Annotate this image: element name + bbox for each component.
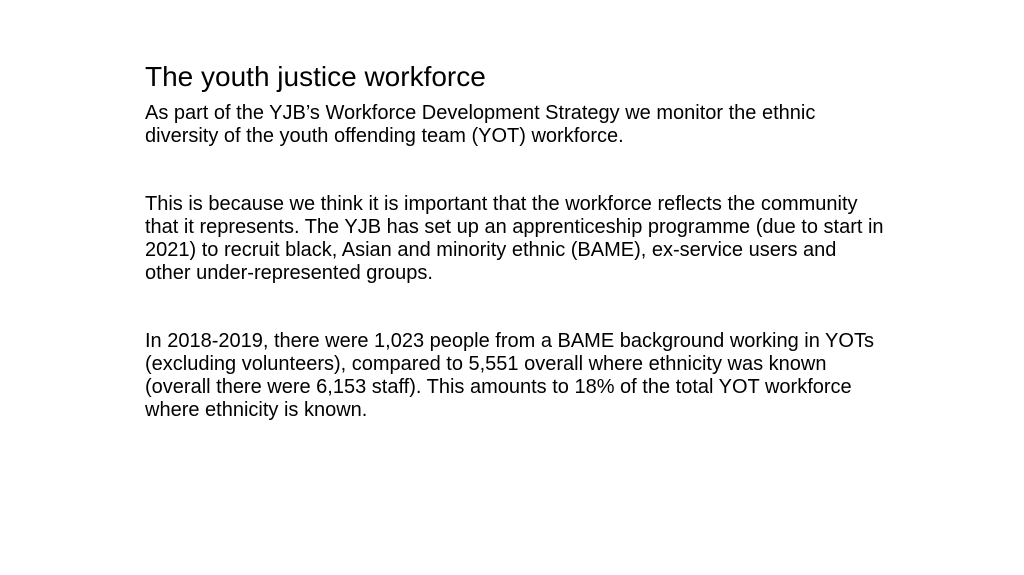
slide-title: The youth justice workforce	[145, 61, 486, 92]
slide-content	[145, 60, 885, 422]
paragraph-apprenticeship: This is because we think it is important that the workforce reflects the community that it represents. The YJB has set up an apprenticeship programme (due to start in 2021) to recruit black, Asian and minority ethnic (BAME), ex-service users and other under-represented groups.	[145, 193, 884, 284]
paragraph-workforce-strategy: As part of the YJB’s Workforce Development Strategy we monitor the ethnic diversity of the youth offending team (YOT) workforce.	[145, 102, 816, 147]
paragraph-bame-statistics: In 2018-2019, there were 1,023 people from a BAME background working in YOTs (excluding volunteers), compared to 5,551 overall where ethnicity was known (overall there were 6,153 staff). This amounts to 18% of the total YOT workforce where ethnicity is known.	[145, 330, 874, 421]
